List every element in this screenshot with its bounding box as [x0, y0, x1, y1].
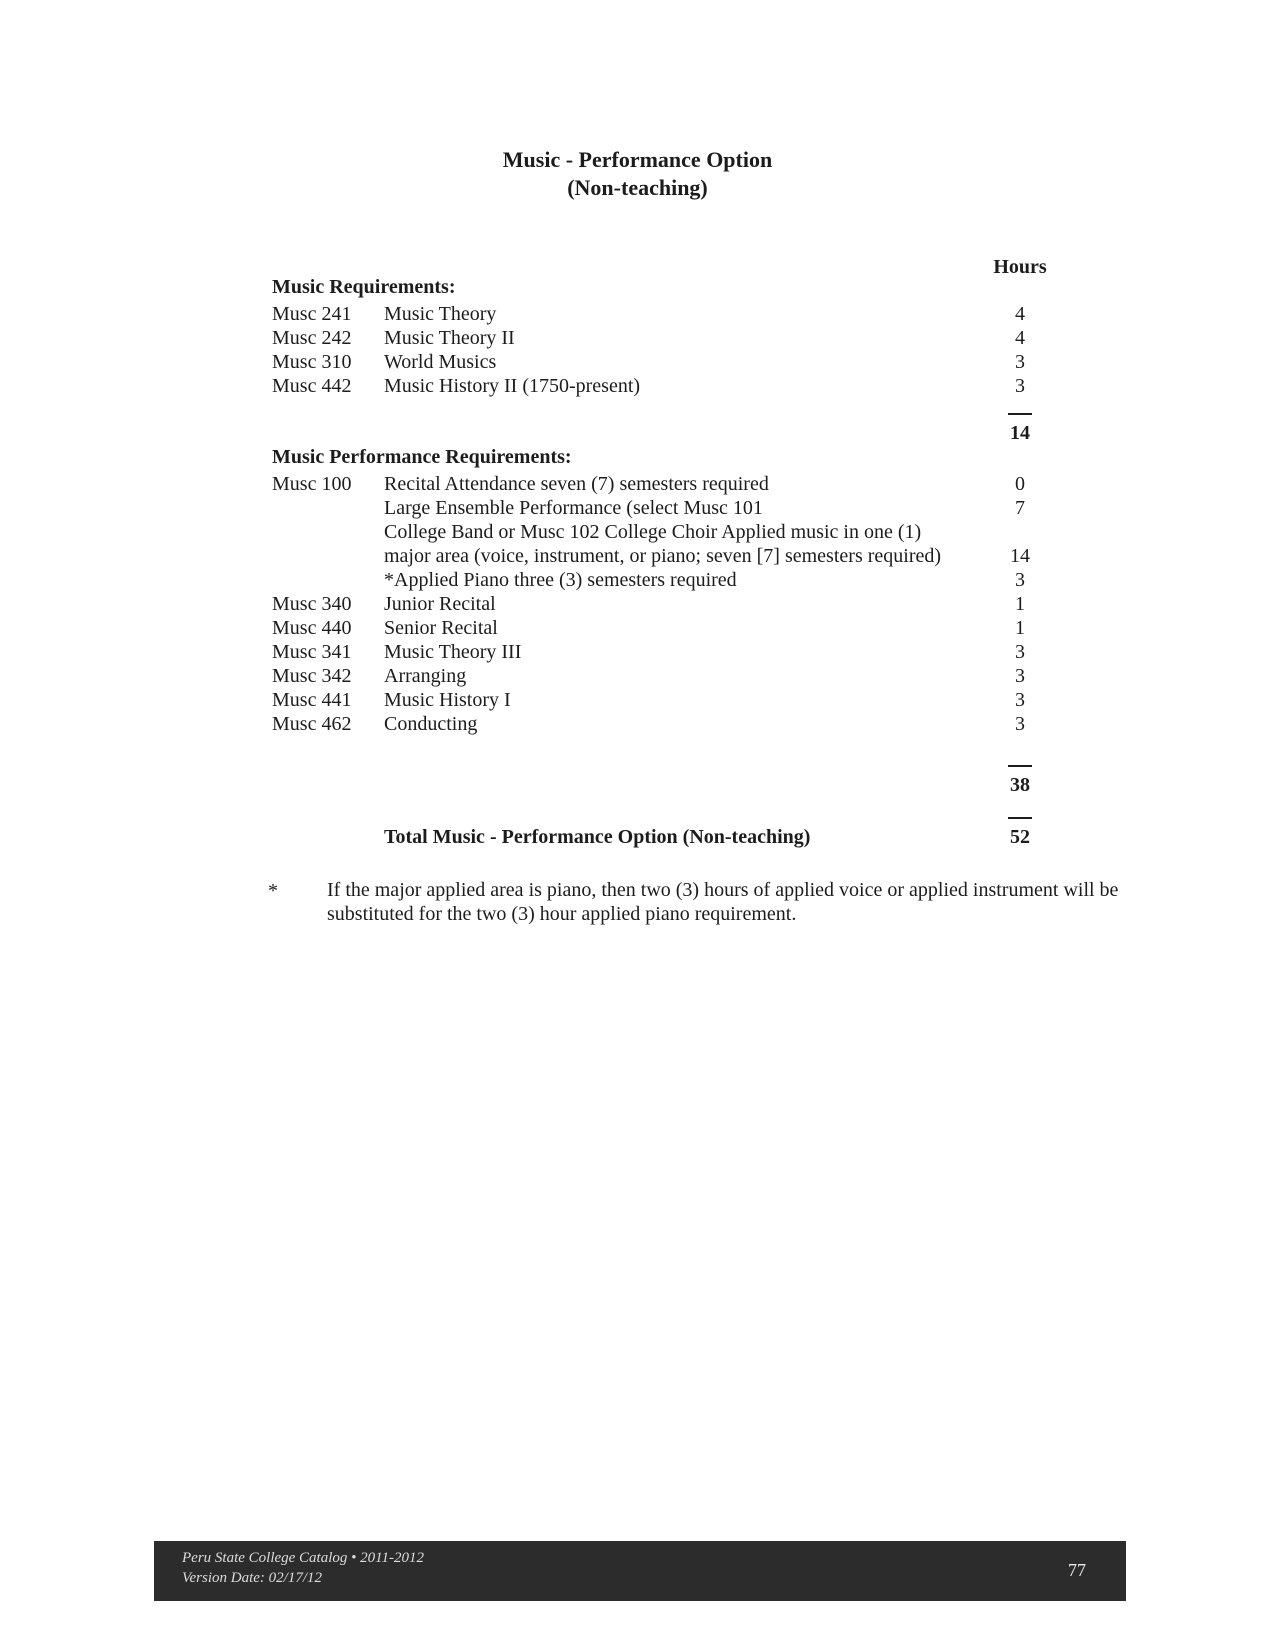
course-code: Musc 340 — [272, 593, 352, 615]
page-subtitle: (Non-teaching) — [567, 175, 708, 200]
page-title: Music - Performance Option — [502, 147, 773, 172]
total-hours: 52 — [1010, 826, 1030, 848]
subtotal-rule — [1008, 413, 1032, 415]
course-row — [0, 326, 1275, 350]
course-hours: 3 — [1015, 375, 1025, 397]
subtotal-rule — [1008, 765, 1032, 767]
course-hours: 4 — [1015, 303, 1025, 325]
course-title: Arranging — [384, 665, 467, 687]
course-title: Music History II (1750-present) — [384, 375, 641, 397]
footnote-text: If the major applied area is piano, then two (3) hours of applied voice or applied instrument will be substituted for the two (3) hour applied piano requirement. — [327, 879, 1119, 925]
course-row — [0, 472, 1275, 496]
hours-column-header: Hours — [993, 256, 1047, 278]
course-row — [0, 592, 1275, 616]
course-row — [0, 664, 1275, 688]
performance-requirements-subtotal: 38 — [1010, 774, 1030, 796]
music-requirements-subtotal: 14 — [1010, 422, 1030, 444]
course-row — [0, 640, 1275, 664]
page-number: 77 — [1068, 1560, 1086, 1580]
course-title: major area (voice, instrument, or piano; seven [7] semesters required) — [384, 545, 942, 567]
course-hours: 4 — [1015, 327, 1025, 349]
course-row — [0, 374, 1275, 398]
course-hours: 1 — [1015, 617, 1025, 639]
page-footer — [154, 1541, 1126, 1601]
course-hours: 3 — [1015, 665, 1025, 687]
footer-catalog-title: Peru State College Catalog • 2011-2012 — [182, 1550, 425, 1566]
total-rule — [1008, 817, 1032, 819]
course-code: Musc 310 — [272, 351, 352, 373]
course-hours: 3 — [1015, 713, 1025, 735]
course-row — [0, 544, 1275, 568]
performance-requirements-heading: Music Performance Requirements: — [272, 446, 572, 468]
course-code: Musc 462 — [272, 713, 352, 735]
course-hours: 3 — [1015, 641, 1025, 663]
course-title: Junior Recital — [384, 593, 496, 615]
course-hours: 3 — [1015, 569, 1025, 591]
course-row — [0, 616, 1275, 640]
course-hours: 3 — [1015, 351, 1025, 373]
course-row — [0, 712, 1275, 736]
course-title: Music Theory III — [384, 641, 522, 663]
course-code: Musc 442 — [272, 375, 352, 397]
footer-version-date: Version Date: 02/17/12 — [182, 1570, 322, 1586]
course-code: Musc 342 — [272, 665, 352, 687]
course-hours: 7 — [1015, 497, 1025, 519]
total-label: Total Music - Performance Option (Non-teaching) — [384, 826, 811, 848]
course-code: Musc 242 — [272, 327, 352, 349]
course-code: Musc 341 — [272, 641, 352, 663]
course-title: Conducting — [384, 713, 478, 735]
course-title: Music Theory II — [384, 327, 515, 349]
course-title: Senior Recital — [384, 617, 498, 639]
course-code: Musc 440 — [272, 617, 352, 639]
music-requirements-heading: Music Requirements: — [272, 276, 456, 298]
course-row — [0, 568, 1275, 592]
course-hours: 14 — [1010, 545, 1030, 567]
course-row — [0, 496, 1275, 520]
course-row — [0, 520, 1275, 544]
course-title: College Band or Musc 102 College Choir Applied music in one (1) — [384, 521, 922, 543]
course-row — [0, 688, 1275, 712]
course-code: Musc 241 — [272, 303, 352, 325]
footnote-marker: * — [268, 880, 278, 902]
course-code: Musc 441 — [272, 689, 352, 711]
course-hours: 1 — [1015, 593, 1025, 615]
course-hours: 0 — [1015, 473, 1025, 495]
course-title: Music History I — [384, 689, 511, 711]
course-title: Large Ensemble Performance (select Musc 101 — [384, 497, 763, 519]
course-title: Recital Attendance seven (7) semesters required — [384, 473, 769, 495]
course-hours: 3 — [1015, 689, 1025, 711]
course-title: *Applied Piano three (3) semesters required — [384, 569, 737, 591]
course-title: World Musics — [384, 351, 497, 373]
course-row — [0, 350, 1275, 374]
course-code: Musc 100 — [272, 473, 352, 495]
course-row — [0, 302, 1275, 326]
course-title: Music Theory — [384, 303, 497, 325]
